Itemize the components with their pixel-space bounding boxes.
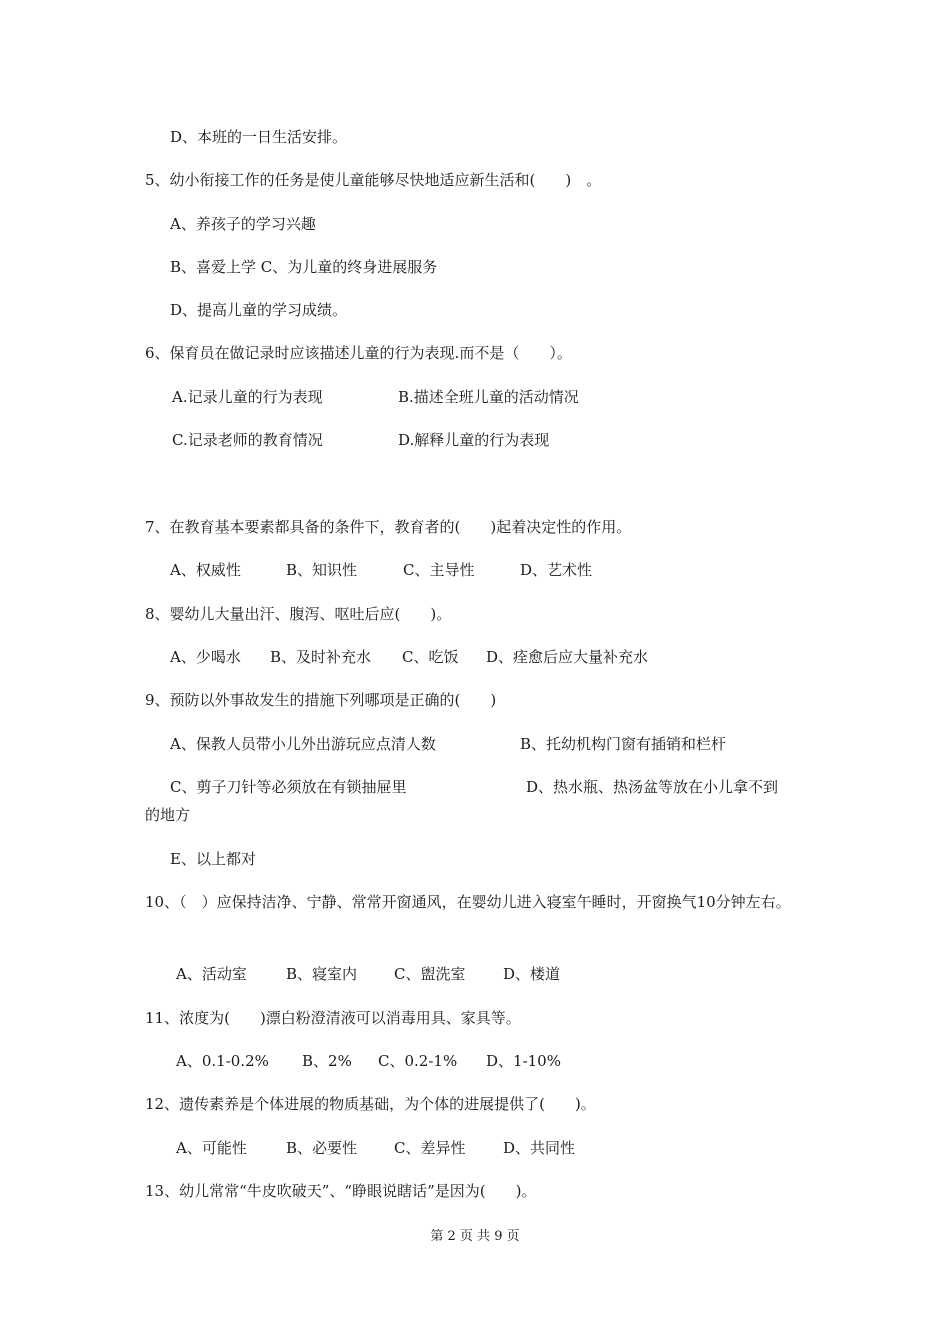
q6-option-d: D.解释儿童的行为表现 [398,431,550,449]
q9-option-b: B、托幼机构门窗有插销和栏杆 [520,735,727,753]
q4-option-d: D、本班的一日生活安排。 [170,128,348,146]
q7-question: 7、在教育基本要素都具备的条件下，教育者的( )起着决定性的作用。 [145,518,632,536]
q9-question: 9、预防以外事故发生的措施下列哪项是正确的( ) [145,691,497,709]
q5-option-d: D、提高儿童的学习成绩。 [170,301,348,319]
q8-option-c: C、吃饭 [402,648,459,666]
q11-option-b: B、2% [302,1052,352,1070]
q11-question: 11、浓度为( )漂白粉澄清液可以消毒用具、家具等。 [145,1009,521,1027]
q11-option-a: A、0.1-0.2% [176,1052,269,1070]
q12-option-a: A、可能性 [176,1139,247,1157]
q7-option-a: A、权威性 [170,561,241,579]
q9-option-a: A、保教人员带小儿外出游玩应点清人数 [170,735,436,753]
q6-option-b: B.描述全班儿童的活动情况 [398,388,579,406]
q13-question: 13、幼儿常常“牛皮吹破天”、“睁眼说瞎话”是因为( )。 [145,1182,537,1200]
q8-option-b: B、及时补充水 [270,648,372,666]
q12-question: 12、遗传素养是个体进展的物质基础，为个体的进展提供了( )。 [145,1095,596,1113]
q7-option-b: B、知识性 [286,561,358,579]
q7-option-d: D、艺术性 [520,561,593,579]
q9-option-d-continued: 的地方 [145,806,191,824]
q12-option-c: C、差异性 [394,1139,466,1157]
q10-option-b: B、寝室内 [286,965,358,983]
q9-option-d: D、热水瓶、热汤盆等放在小儿拿不到 [526,778,779,796]
q9-option-c: C、剪子刀针等必须放在有锁抽屉里 [170,778,407,796]
page-footer: 第 2 页 共 9 页 [430,1229,520,1244]
q8-option-d: D、痊愈后应大量补充水 [486,648,649,666]
q10-question: 10、（ ）应保持洁净、宁静、常常开窗通风，在婴幼儿进入寝室午睡时，开窗换气10分钟左右。 [145,893,791,911]
q5-question: 5、幼小衔接工作的任务是使儿童能够尽快地适应新生活和( ) 。 [145,171,602,189]
q5-option-bc: B、喜爱上学 C、为儿童的终身进展服务 [170,258,438,276]
q10-option-a: A、活动室 [176,965,247,983]
q12-option-d: D、共同性 [503,1139,576,1157]
q10-option-d: D、楼道 [503,965,561,983]
q7-option-c: C、主导性 [403,561,475,579]
q12-option-b: B、必要性 [286,1139,358,1157]
q6-option-a: A.记录儿童的行为表现 [172,388,323,406]
q11-option-c: C、0.2-1% [378,1052,458,1070]
q8-question: 8、婴幼儿大量出汗、腹泻、呕吐后应( )。 [145,605,452,623]
q5-option-a: A、养孩子的学习兴趣 [170,215,316,233]
q6-option-c: C.记录老师的教育情况 [172,431,323,449]
q11-option-d: D、1-10% [486,1052,561,1070]
q10-option-c: C、盥洗室 [394,965,466,983]
q8-option-a: A、少喝水 [170,648,241,666]
q9-option-e: E、以上都对 [170,850,256,868]
q6-question: 6、保育员在做记录时应该描述儿童的行为表现.而不是（ ）。 [145,344,572,362]
